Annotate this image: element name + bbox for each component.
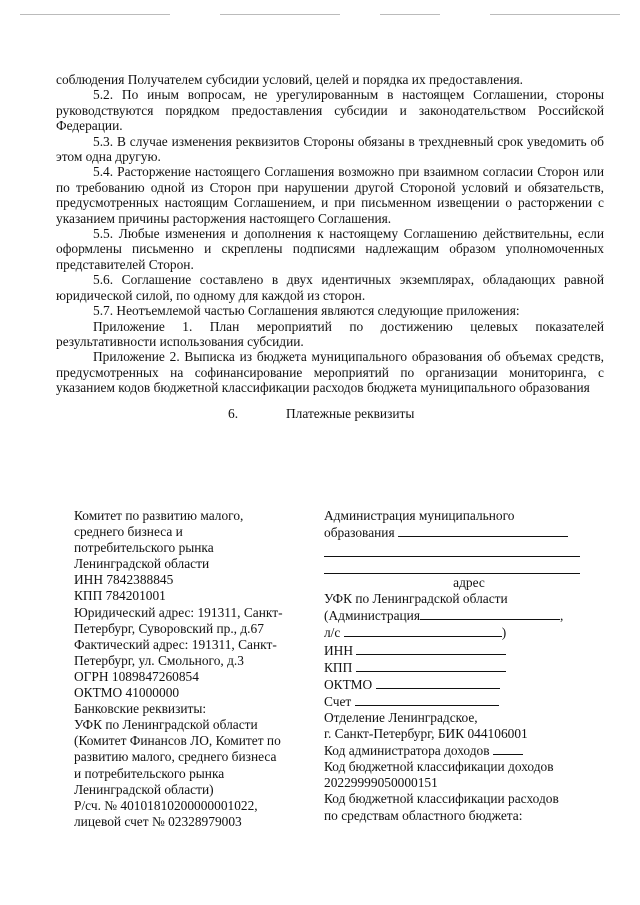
address-label: адрес	[453, 575, 485, 591]
account-blank	[355, 693, 499, 706]
appendix-2: Приложение 2. Выписка из бюджета муниципального образования об объемах средств, предусмотренных на софинансирование мероприятий по организации мониторинга, с указанием кодов бюджетной классификации расходов бюджета муниципального образования	[56, 349, 604, 396]
requisite-line: (Комитет Финансов ЛО, Комитет по	[74, 733, 281, 749]
oktmo-blank	[376, 676, 500, 689]
requisite-line: Банковские реквизиты:	[74, 701, 207, 717]
requisite-line: Ленинградской области)	[74, 781, 214, 797]
admin-code-label: Код администратора доходов	[324, 743, 490, 759]
kbk-income-label: Код бюджетной классификации доходов	[324, 759, 554, 775]
requisite-line: развитию малого, среднего бизнеса	[74, 749, 277, 765]
account-label: Счет	[324, 693, 352, 709]
kbk-income-value: 20229999050000151	[324, 775, 438, 791]
requisite-line: среднего бизнеса и	[74, 524, 183, 540]
requisite-line: лицевой счет № 02328979003	[74, 813, 242, 829]
section-number: 6.	[228, 405, 239, 421]
admin-name-blank	[420, 607, 560, 620]
requisite-line: Петербург, Суворовский пр., д.67	[74, 620, 264, 636]
kbk-expense-line-2: по средствам областного бюджета:	[324, 807, 523, 823]
municipality-requisites: Администрация муниципального образования адрес УФК по Ленинградской области (Администрация , л/с ) ИНН КПП ОКТМО Счет Отделение Ленинградское, г. Санкт-Петербург, БИК 044106001 Код администратора доходов Код бюджетной классификации доходов 20229999050000151 Код бюджетной классификации расходов по средствам областного бюджета:	[324, 508, 594, 824]
municipality-name-blank	[398, 524, 568, 537]
admin-line-2: образования	[324, 525, 395, 541]
requisite-line: Петербург, ул. Смольного, д.3	[74, 652, 244, 668]
blank-line	[324, 558, 580, 574]
requisite-line: КПП 784201001	[74, 588, 166, 604]
requisite-line: ОГРН 1089847260854	[74, 668, 199, 684]
section-title: Платежные реквизиты	[286, 405, 415, 421]
admin-paren: (Администрация	[324, 608, 421, 624]
requisite-line: Фактический адрес: 191311, Санкт-	[74, 636, 277, 652]
kbk-expense-line-1: Код бюджетной классификации расходов	[324, 791, 559, 807]
ufk-line: УФК по Ленинградской области	[324, 591, 508, 607]
requisite-line: Ленинградской области	[74, 556, 210, 572]
kpp-blank	[356, 659, 506, 672]
ls-blank	[344, 624, 502, 637]
requisite-line: Юридический адрес: 191311, Санкт-	[74, 604, 283, 620]
document-body	[56, 72, 604, 421]
committee-requisites	[74, 508, 310, 830]
requisite-line: Комитет по развитию малого,	[74, 508, 244, 523]
paragraph-continuation: соблюдения Получателем субсидии условий, целей и порядка их предоставления.	[56, 72, 524, 87]
section-heading	[56, 406, 604, 421]
admin-code-blank	[493, 742, 523, 755]
inn-blank	[356, 642, 506, 655]
inn-label: ИНН	[324, 642, 354, 658]
requisite-line: ИНН 7842388845	[74, 572, 174, 588]
requisite-line: потребительского рынка	[74, 540, 214, 556]
oktmo-label: ОКТМО	[324, 676, 373, 692]
requisite-line: ОКТМО 41000000	[74, 685, 180, 701]
kpp-label: КПП	[324, 659, 353, 675]
paragraph-5-6: 5.6. Соглашение составлено в двух идентичных экземплярах, обладающих равной юридической силой, по одному для каждой из сторон.	[56, 272, 604, 303]
requisite-line: УФК по Ленинградской области	[74, 717, 258, 733]
paragraph-5-5: 5.5. Любые изменения и дополнения к настоящему Соглашению действительны, если оформлены письменно и скреплены подписями надлежащим образом уполномоченных представителей Сторон.	[56, 226, 604, 272]
scan-artifact-lines	[20, 14, 620, 18]
paragraph-5-2: 5.2. По иным вопросам, не урегулированным в настоящем Соглашении, стороны руководствуются порядком предоставления субсидии и законодательством Российской Федерации.	[56, 87, 604, 134]
requisite-line: и потребительского рынка	[74, 765, 225, 781]
paragraph-5-3: 5.3. В случае изменения реквизитов Стороны обязаны в трехдневный срок уведомить об этом одна другую.	[56, 133, 604, 165]
requisite-line: Р/сч. № 40101810200000001022,	[74, 797, 258, 813]
appendix-1: Приложение 1. План мероприятий по достижению целевых показателей результативности использования субсидии.	[56, 318, 604, 349]
admin-line-1: Администрация муниципального	[324, 508, 515, 523]
bank-line-1: Отделение Ленинградское,	[324, 709, 478, 725]
paragraph-5-4: 5.4. Расторжение настоящего Соглашения возможно при взаимном согласии Сторон или по требованию одной из Сторон при нарушении другой Стороной условий и обязательств, предусмотренных настоящим Соглашением, и при письменном извещении о расторжении с указанием причины расторжения настоящего Соглашения.	[56, 164, 604, 226]
ls-label: л/с	[324, 625, 341, 641]
paragraph-5-7: 5.7. Неотъемлемой частью Соглашения являются следующие приложения:	[93, 303, 520, 319]
bank-line-2: г. Санкт-Петербург, БИК 044106001	[324, 726, 528, 742]
blank-line	[324, 541, 580, 557]
